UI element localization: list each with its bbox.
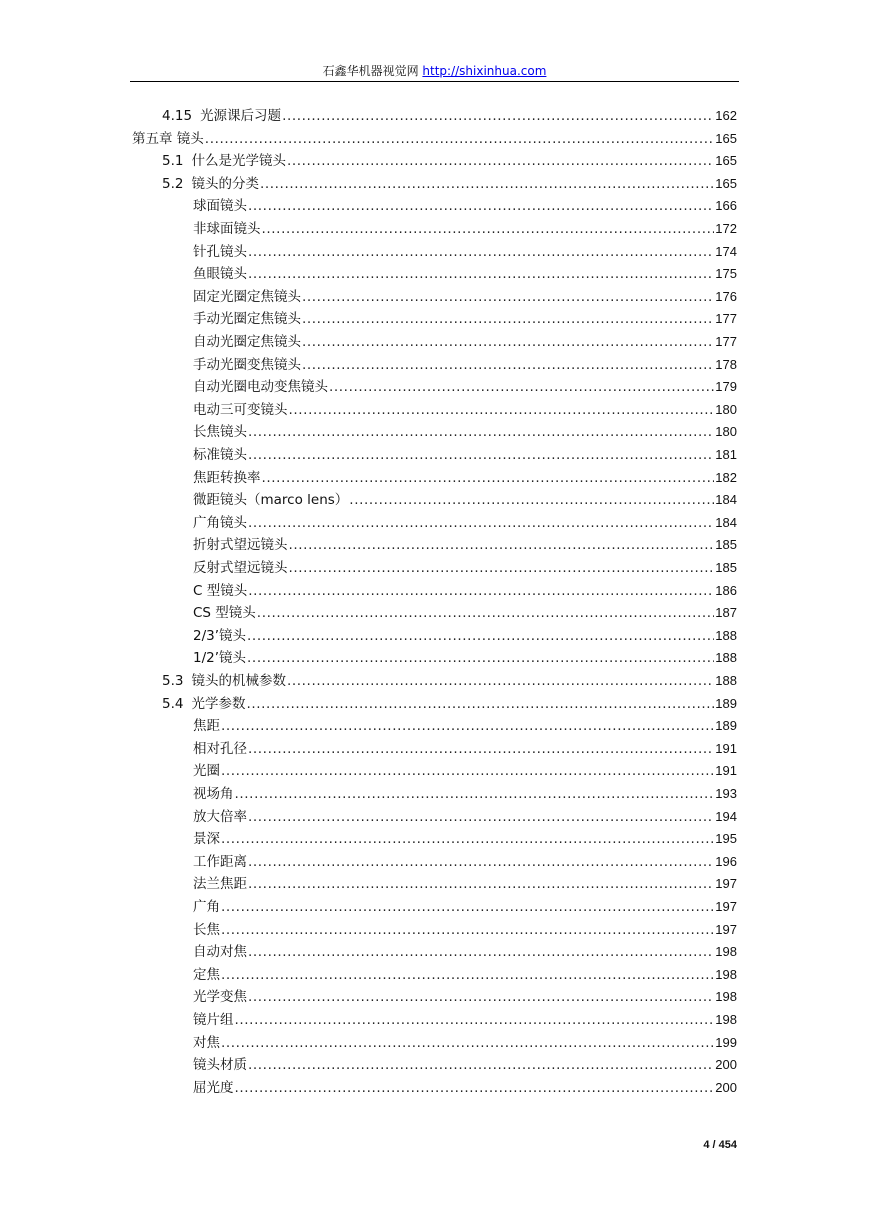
toc-entry-page: 197: [715, 921, 737, 937]
toc-entry[interactable]: [193, 399, 737, 421]
toc-entry[interactable]: [162, 670, 737, 692]
toc-entry[interactable]: [193, 828, 737, 850]
toc-entry-title: 对焦: [193, 1034, 220, 1051]
toc-entry[interactable]: [193, 760, 737, 782]
toc-entry-page: 172: [715, 221, 737, 236]
toc-dot-leader: [235, 783, 715, 805]
toc-dot-leader: [329, 376, 714, 398]
toc-entry-page: 176: [715, 288, 737, 304]
toc-entry-page: 165: [715, 130, 737, 146]
toc-entry-page: 185: [715, 537, 737, 553]
toc-entry-page: 198: [715, 944, 737, 960]
toc-entry-title: 屈光度: [193, 1079, 234, 1096]
toc-entry[interactable]: [193, 534, 737, 556]
toc-entry[interactable]: [193, 512, 737, 534]
toc-dot-leader: [262, 218, 715, 240]
toc-dot-leader: [221, 896, 714, 918]
toc-entry-page: 189: [715, 718, 737, 734]
toc-dot-leader: [235, 1077, 715, 1099]
toc-entry-page: 195: [715, 831, 737, 847]
toc-entry[interactable]: [193, 964, 737, 986]
toc-entry-title: 自动光圈定焦镜头: [193, 334, 301, 350]
toc-entry[interactable]: [193, 331, 737, 353]
toc-entry-page: 177: [715, 334, 737, 349]
toc-entry-title: 1/2’镜头: [193, 650, 247, 667]
toc-entry-title: 光源课后习题: [200, 108, 282, 124]
toc-entry-page: 197: [715, 876, 737, 892]
toc-entry[interactable]: [193, 783, 737, 805]
toc-entry[interactable]: [193, 873, 737, 895]
toc-entry-page: 175: [715, 266, 737, 282]
toc-entry-page: 198: [715, 989, 737, 1005]
toc-dot-leader: [248, 421, 714, 443]
toc-entry-title: 电动三可变镜头: [193, 401, 288, 418]
toc-entry[interactable]: [132, 128, 737, 150]
toc-dot-leader: [248, 941, 714, 963]
toc-entry-title: 视场角: [193, 786, 234, 802]
toc-entry-number: 5.4: [162, 695, 184, 712]
toc-entry-page: 178: [715, 356, 737, 372]
toc-entry[interactable]: [193, 806, 737, 828]
toc-entry[interactable]: [193, 467, 737, 489]
toc-entry-page: 198: [715, 1012, 737, 1027]
toc-entry-page: 191: [715, 763, 737, 779]
toc-entry-title: 什么是光学镜头: [191, 153, 286, 170]
toc-entry-page: 187: [715, 605, 737, 621]
toc-entry-page: 199: [715, 1034, 737, 1050]
toc-entry-title: 镜头材质: [193, 1057, 247, 1074]
toc-entry[interactable]: [193, 286, 737, 308]
site-link[interactable]: http://shixinhua.com: [422, 64, 547, 78]
toc-entry-title: 焦距: [193, 718, 220, 735]
toc-entry-page: 200: [715, 1079, 737, 1095]
toc-dot-leader: [302, 286, 714, 308]
toc-entry-page: 166: [715, 198, 737, 214]
toc-entry-page: 194: [715, 808, 737, 824]
toc-entry[interactable]: [193, 941, 737, 963]
toc-entry-title: 光学变焦: [193, 989, 247, 1006]
toc-entry-page: 181: [715, 447, 737, 462]
toc-entry-title: 第五章 镜头: [132, 130, 204, 147]
toc-entry[interactable]: [193, 218, 737, 240]
page-header: [0, 63, 869, 79]
toc-entry-title: 长焦: [193, 921, 220, 938]
toc-entry[interactable]: [193, 444, 737, 466]
toc-entry[interactable]: [193, 195, 737, 217]
toc-entry-page: 189: [715, 695, 737, 711]
toc-entry-title: 固定光圈定焦镜头: [193, 288, 301, 305]
toc-entry[interactable]: [193, 602, 737, 624]
toc-dot-leader: [235, 1009, 715, 1031]
toc-entry-title: 自动对焦: [193, 944, 247, 961]
toc-dot-leader: [248, 263, 714, 285]
toc-entry-number: 5.3: [162, 673, 184, 689]
toc-dot-leader: [221, 715, 714, 737]
toc-entry[interactable]: [193, 489, 737, 511]
toc-dot-leader: [257, 602, 715, 624]
toc-entry[interactable]: [162, 150, 737, 172]
toc-entry-title: 法兰焦距: [193, 876, 247, 893]
toc-dot-leader: [221, 828, 714, 850]
toc-entry-title: 相对孔径: [193, 740, 247, 757]
toc-entry-title: 针孔镜头: [193, 243, 247, 260]
toc-entry[interactable]: [193, 354, 737, 376]
toc-entry-page: 185: [715, 560, 737, 575]
toc-dot-leader: [287, 670, 714, 692]
toc-entry-title: 景深: [193, 831, 220, 848]
toc-entry-page: 188: [715, 627, 737, 643]
toc-entry[interactable]: [193, 376, 737, 398]
toc-entry[interactable]: [193, 851, 737, 873]
toc-entry[interactable]: [193, 580, 737, 602]
toc-entry-title: 光圈: [193, 763, 220, 780]
toc-entry[interactable]: [162, 105, 737, 127]
toc-entry-number: 5.1: [162, 153, 184, 170]
toc-entry[interactable]: [193, 738, 737, 760]
toc-entry[interactable]: [193, 1077, 737, 1099]
toc-entry-page: 177: [715, 311, 737, 327]
toc-dot-leader: [248, 873, 714, 895]
toc-entry-page: 162: [715, 108, 737, 123]
toc-entry-page: 193: [715, 786, 737, 801]
toc-entry[interactable]: [193, 986, 737, 1008]
toc-entry-title: 微距镜头（marco lens）: [193, 492, 349, 509]
toc-entry[interactable]: [193, 1054, 737, 1076]
toc-entry-page: 165: [715, 153, 737, 169]
toc-entry-title: 标准镜头: [193, 447, 247, 463]
toc-dot-leader: [289, 557, 715, 579]
toc-entry-title: 镜头的分类: [191, 175, 259, 192]
toc-entry-page: 182: [715, 469, 737, 485]
toc-entry[interactable]: [193, 625, 737, 647]
toc-entry-number: 5.2: [162, 175, 184, 192]
toc-entry-number: 4.15: [162, 108, 193, 124]
toc-dot-leader: [289, 534, 715, 556]
toc-dot-leader: [248, 444, 714, 466]
toc-dot-leader: [248, 580, 714, 602]
toc-entry[interactable]: [193, 1032, 737, 1054]
toc-entry-page: 196: [715, 853, 737, 869]
toc-entry-title: 非球面镜头: [193, 221, 261, 237]
toc-entry-title: 镜头的机械参数: [191, 673, 286, 689]
toc-entry[interactable]: [193, 896, 737, 918]
toc-entry-page: 200: [715, 1057, 737, 1073]
toc-dot-leader: [302, 308, 714, 330]
toc-dot-leader: [289, 399, 715, 421]
toc-entry-title: 自动光圈电动变焦镜头: [193, 379, 328, 396]
toc-entry[interactable]: [193, 919, 737, 941]
toc-entry-title: C 型镜头: [193, 582, 248, 599]
toc-entry-title: CS 型镜头: [193, 605, 256, 622]
toc-dot-leader: [349, 489, 714, 511]
toc-dot-leader: [248, 1054, 714, 1076]
toc-dot-leader: [302, 331, 714, 353]
toc-entry-page: 179: [715, 379, 737, 395]
toc-entry-title: 2/3’镜头: [193, 627, 247, 644]
toc-entry-title: 广角镜头: [193, 514, 247, 531]
toc-entry-title: 放大倍率: [193, 808, 247, 825]
toc-entry-page: 198: [715, 966, 737, 982]
toc-dot-leader: [302, 354, 714, 376]
toc-entry[interactable]: [193, 421, 737, 443]
toc-entry-title: 手动光圈定焦镜头: [193, 311, 301, 328]
toc-entry-title: 镜片组: [193, 1012, 234, 1028]
toc-dot-leader: [248, 195, 714, 217]
toc-entry-page: 184: [715, 514, 737, 530]
toc-dot-leader: [221, 964, 714, 986]
toc-entry-title: 光学参数: [191, 695, 246, 712]
toc-dot-leader: [262, 467, 715, 489]
toc-entry-title: 球面镜头: [193, 198, 247, 215]
toc-dot-leader: [247, 625, 714, 647]
toc-entry[interactable]: [193, 1009, 737, 1031]
toc-entry-page: 180: [715, 401, 737, 417]
toc-dot-leader: [260, 173, 714, 195]
toc-entry-title: 定焦: [193, 966, 220, 983]
toc-entry[interactable]: [193, 715, 737, 737]
toc-dot-leader: [248, 806, 714, 828]
toc-dot-leader: [287, 150, 714, 172]
toc-dot-leader: [205, 128, 715, 150]
toc-entry-title: 反射式望远镜头: [193, 560, 288, 576]
toc-entry-title: 焦距转换率: [193, 469, 261, 486]
toc-entry-page: 188: [715, 673, 737, 688]
toc-entry-title: 工作距离: [193, 853, 247, 870]
toc-entry-page: 191: [715, 740, 737, 756]
toc-entry[interactable]: [162, 693, 737, 715]
toc-dot-leader: [248, 512, 714, 534]
toc-dot-leader: [248, 738, 714, 760]
toc-entry[interactable]: [193, 263, 737, 285]
toc-entry-page: 197: [715, 899, 737, 914]
toc-entry[interactable]: [193, 308, 737, 330]
toc-dot-leader: [246, 693, 714, 715]
toc-dot-leader: [248, 986, 714, 1008]
toc-dot-leader: [247, 647, 714, 669]
toc-dot-leader: [248, 851, 714, 873]
toc-entry-title: 长焦镜头: [193, 424, 247, 441]
toc-dot-leader: [221, 760, 714, 782]
toc-dot-leader: [221, 919, 714, 941]
toc-entry-title: 鱼眼镜头: [193, 266, 247, 283]
site-name: 石鑫华机器视觉网: [322, 64, 419, 78]
toc-entry-title: 手动光圈变焦镜头: [193, 356, 301, 373]
toc-entry-page: 180: [715, 424, 737, 440]
toc-entry-page: 165: [715, 175, 737, 191]
toc-dot-leader: [221, 1032, 714, 1054]
toc-entry-page: 188: [715, 650, 737, 666]
toc-entry[interactable]: [162, 173, 737, 195]
header-divider: [130, 81, 739, 82]
toc-entry-page: 184: [715, 492, 737, 508]
toc-entry[interactable]: [193, 647, 737, 669]
page-indicator: 4 / 454: [703, 1139, 737, 1151]
toc-dot-leader: [282, 105, 714, 127]
toc-entry-title: 折射式望远镜头: [193, 537, 288, 554]
toc-entry-title: 广角: [193, 899, 220, 915]
toc-entry[interactable]: [193, 557, 737, 579]
toc-dot-leader: [248, 241, 714, 263]
toc-entry[interactable]: [193, 241, 737, 263]
toc-entry-page: 186: [715, 582, 737, 598]
toc-entry-page: 174: [715, 243, 737, 259]
